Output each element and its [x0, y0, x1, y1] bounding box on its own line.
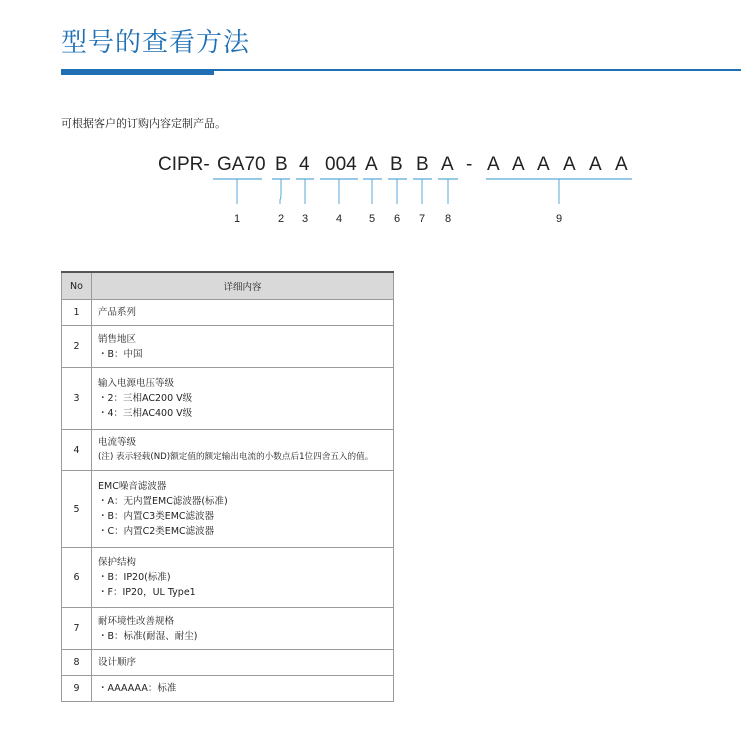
code-number-5: 5: [368, 213, 376, 225]
code-protection: B: [390, 154, 403, 175]
detail-line: ・B：内置C3类EMC滤波器: [98, 511, 215, 522]
row-detail: [92, 368, 394, 430]
row-number: 4: [62, 430, 92, 471]
code-number-3: 3: [301, 213, 309, 225]
code-current: 004: [325, 154, 357, 175]
header-detail: 详细内容: [92, 272, 394, 300]
row-number: 3: [62, 368, 92, 430]
detail-line: ・B：IP20(标准): [98, 572, 171, 583]
detail-line: ・2：三相AC200 V级: [98, 393, 193, 404]
detail-line: ・C：内置C2类EMC滤波器: [98, 526, 215, 537]
detail-line: ・F：IP20，UL Type1: [98, 587, 196, 598]
row-detail: [92, 300, 394, 326]
detail-line: 耐环境性改善规格: [98, 615, 175, 627]
code-region: B: [275, 154, 288, 175]
detail-line: (注) 表示轻载(ND)额定值的额定输出电流的小数点后1位四舍五入的值。: [98, 452, 374, 462]
code-number-1: 1: [233, 213, 241, 225]
row-detail: [92, 326, 394, 368]
row-number: 6: [62, 548, 92, 608]
code-option-4: A: [563, 154, 576, 175]
table-row: [62, 300, 394, 326]
detail-line: ・A：无内置EMC滤波器(标准): [98, 496, 228, 507]
code-emc: A: [365, 154, 378, 175]
code-prefix: CIPR-: [158, 154, 210, 175]
code-series: GA70: [217, 154, 266, 175]
detail-line: ・4：三相AC400 V级: [98, 408, 193, 419]
row-detail: [92, 676, 394, 702]
spec-table: [61, 271, 394, 702]
code-number-4: 4: [335, 213, 343, 225]
page-title: 型号的查看方法: [61, 28, 251, 58]
table-row: [62, 326, 394, 368]
table-header-row: [62, 272, 394, 300]
code-dash: -: [466, 154, 473, 175]
row-number: 1: [62, 300, 92, 326]
row-number: 8: [62, 650, 92, 676]
detail-line: 输入电源电压等级: [98, 378, 175, 389]
table-row: [62, 471, 394, 548]
row-number: 7: [62, 608, 92, 650]
detail-line: EMC噪音滤波器: [98, 481, 167, 492]
detail-line: 销售地区: [98, 333, 137, 345]
intro-text: 可根据客户的订购内容定制产品。: [61, 117, 226, 130]
row-detail: [92, 471, 394, 548]
title-accent-bar: [61, 69, 214, 75]
table-row: [62, 548, 394, 608]
code-option-6: A: [615, 154, 628, 175]
code-option-1: A: [487, 154, 500, 175]
code-design: A: [441, 154, 454, 175]
detail-line: 设计顺序: [98, 657, 137, 668]
row-number: 9: [62, 676, 92, 702]
code-number-8: 8: [444, 213, 452, 225]
row-detail: [92, 548, 394, 608]
header-no: No: [62, 272, 92, 300]
detail-line: ・AAAAAA：标准: [98, 683, 177, 694]
row-number: 2: [62, 326, 92, 368]
code-option-2: A: [512, 154, 525, 175]
connector-2: [280, 179, 281, 204]
code-voltage: 4: [299, 154, 310, 175]
table-row: [62, 608, 394, 650]
code-environment: B: [416, 154, 429, 175]
table-row: [62, 430, 394, 471]
code-option-3: A: [537, 154, 550, 175]
row-detail: [92, 430, 394, 471]
code-number-9: 9: [555, 213, 563, 225]
table-row: [62, 650, 394, 676]
code-number-7: 7: [418, 213, 426, 225]
code-number-6: 6: [393, 213, 401, 225]
code-number-2: 2: [277, 213, 285, 225]
detail-line: ・B：标准(耐湿、耐尘): [98, 630, 198, 642]
detail-line: ・B：中国: [98, 348, 143, 360]
row-detail: [92, 650, 394, 676]
detail-line: 保护结构: [98, 557, 137, 568]
row-detail: [92, 608, 394, 650]
row-number: 5: [62, 471, 92, 548]
code-option-5: A: [589, 154, 602, 175]
table-row: [62, 368, 394, 430]
model-code-diagram: [0, 140, 750, 235]
detail-line: 电流等级: [98, 437, 137, 448]
table-row: [62, 676, 394, 702]
detail-line: 产品系列: [98, 307, 137, 318]
